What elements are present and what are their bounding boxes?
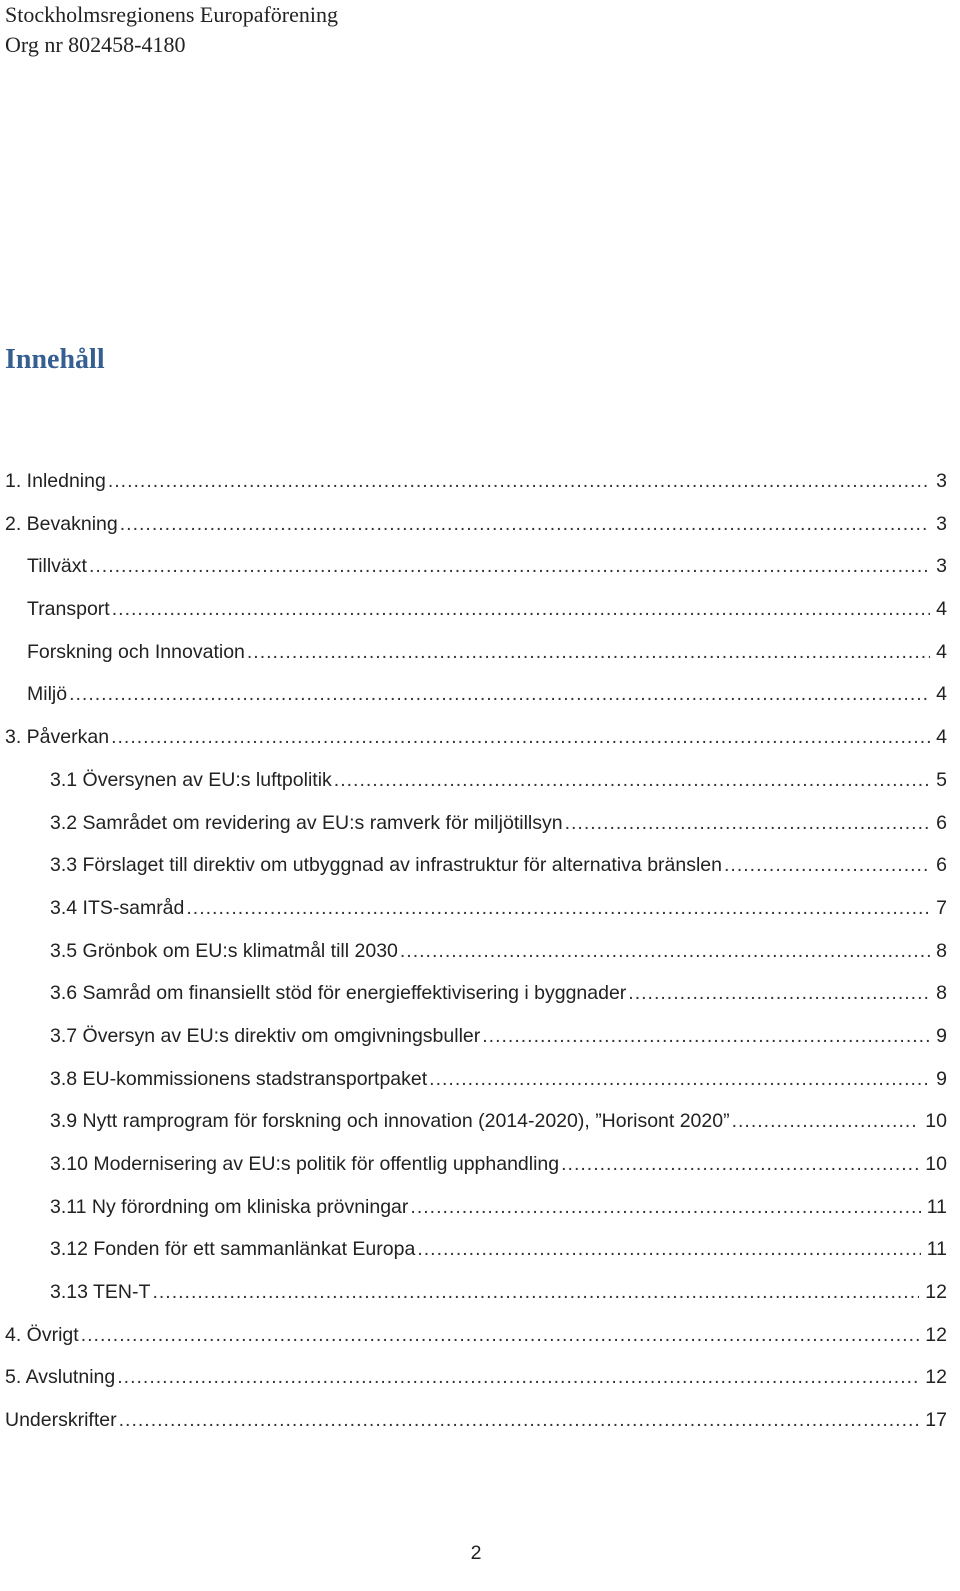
- toc-entry[interactable]: [5, 982, 947, 1025]
- toc-entry-page-number: 4: [936, 640, 947, 663]
- toc-entry-label: 3.7 Översyn av EU:s direktiv om omgivningsbuller: [50, 1024, 481, 1047]
- toc-dot-leader: [565, 812, 931, 835]
- toc-dot-leader: [247, 641, 930, 664]
- toc-entry[interactable]: [5, 1281, 947, 1324]
- toc-entry[interactable]: [5, 1238, 947, 1281]
- toc-entry-label: Transport: [27, 598, 110, 621]
- toc-entry-page-number: 4: [936, 598, 947, 621]
- toc-dot-leader: [119, 1409, 920, 1432]
- toc-entry-label: Forskning och Innovation: [27, 640, 245, 663]
- toc-entry-page-number: 10: [925, 1153, 947, 1175]
- toc-entry-page-number: 4: [936, 726, 947, 749]
- toc-entry-page-number: 12: [925, 1366, 947, 1389]
- toc-entry[interactable]: [5, 1196, 947, 1239]
- toc-dot-leader: [410, 1196, 920, 1219]
- toc-dot-leader: [186, 897, 930, 920]
- table-of-contents: [5, 470, 947, 1452]
- toc-dot-leader: [732, 1110, 920, 1133]
- toc-entry-page-number: 3: [936, 470, 947, 492]
- toc-entry-page-number: 9: [936, 1067, 947, 1090]
- toc-entry-label: 4. Övrigt: [5, 1323, 79, 1346]
- toc-dot-leader: [724, 854, 930, 877]
- toc-entry-page-number: 3: [936, 512, 947, 535]
- toc-entry-label: 3.10 Modernisering av EU:s politik för offentlig upphandling: [50, 1153, 560, 1175]
- toc-dot-leader: [108, 470, 930, 493]
- toc-entry-page-number: 8: [936, 939, 947, 962]
- page-number: 2: [470, 1542, 482, 1564]
- toc-entry-page-number: 3: [936, 555, 947, 578]
- toc-entry[interactable]: [5, 1025, 947, 1068]
- toc-entry-label: Underskrifter: [5, 1409, 117, 1432]
- toc-entry-page-number: 5: [936, 768, 947, 791]
- toc-heading: Innehåll: [5, 344, 105, 375]
- toc-entry-label: 3.4 ITS-samråd: [50, 896, 185, 919]
- organization-number: Org nr 802458-4180: [5, 32, 186, 57]
- toc-entry[interactable]: [5, 854, 947, 897]
- toc-entry[interactable]: [5, 1366, 947, 1409]
- toc-dot-leader: [112, 598, 930, 621]
- toc-entry-label: 2. Bevakning: [5, 512, 118, 535]
- toc-entry[interactable]: [5, 812, 947, 855]
- toc-entry-label: 3.11 Ny förordning om kliniska prövningar: [50, 1195, 409, 1218]
- toc-entry-label: 5. Avslutning: [5, 1366, 116, 1389]
- toc-dot-leader: [482, 1025, 930, 1048]
- toc-entry-page-number: 11: [926, 1195, 947, 1218]
- toc-dot-leader: [69, 683, 930, 706]
- toc-entry-label: 3.5 Grönbok om EU:s klimatmål till 2030: [50, 939, 398, 962]
- toc-entry-page-number: 17: [925, 1409, 947, 1432]
- toc-dot-leader: [334, 769, 930, 792]
- toc-entry-page-number: 12: [925, 1281, 947, 1304]
- toc-dot-leader: [417, 1238, 920, 1261]
- toc-entry-page-number: 8: [936, 982, 947, 1005]
- toc-entry[interactable]: [5, 726, 947, 769]
- toc-entry[interactable]: [5, 555, 947, 598]
- organization-name: Stockholmsregionens Europaförening: [5, 2, 338, 27]
- document-header: [5, 0, 338, 60]
- toc-entry[interactable]: [5, 598, 947, 641]
- toc-entry-label: 3.3 Förslaget till direktiv om utbyggnad av infrastruktur för alternativa bränslen: [50, 854, 722, 877]
- toc-dot-leader: [120, 513, 930, 536]
- toc-entry[interactable]: [5, 1068, 947, 1111]
- toc-dot-leader: [628, 982, 930, 1005]
- toc-dot-leader: [89, 555, 930, 578]
- toc-entry-label: Miljö: [27, 683, 68, 706]
- toc-entry[interactable]: [5, 897, 947, 940]
- toc-entry-page-number: 4: [936, 683, 947, 706]
- toc-entry-label: 3.9 Nytt ramprogram för forskning och innovation (2014-2020), ”Horisont 2020”: [50, 1110, 730, 1133]
- toc-dot-leader: [561, 1153, 919, 1176]
- toc-dot-leader: [152, 1281, 919, 1304]
- toc-entry[interactable]: [5, 769, 947, 812]
- toc-entry-page-number: 6: [936, 854, 947, 877]
- toc-dot-leader: [111, 726, 930, 749]
- toc-entry-page-number: 12: [925, 1323, 947, 1346]
- toc-entry-label: 3.13 TEN-T: [50, 1281, 151, 1304]
- toc-dot-leader: [81, 1324, 920, 1347]
- toc-entry-label: 3.2 Samrådet om revidering av EU:s ramverk för miljötillsyn: [50, 811, 563, 834]
- toc-entry-page-number: 7: [936, 896, 947, 919]
- toc-entry-label: 3. Påverkan: [5, 726, 110, 749]
- toc-entry[interactable]: [5, 1110, 947, 1153]
- toc-entry[interactable]: [5, 1324, 947, 1367]
- toc-entry-page-number: 10: [925, 1110, 947, 1133]
- toc-entry[interactable]: [5, 470, 947, 513]
- toc-entry-label: Tillväxt: [27, 555, 87, 578]
- toc-entry[interactable]: [5, 940, 947, 983]
- toc-entry[interactable]: [5, 641, 947, 684]
- toc-entry[interactable]: [5, 683, 947, 726]
- toc-entry-label: 3.12 Fonden för ett sammanlänkat Europa: [50, 1238, 416, 1261]
- toc-dot-leader: [117, 1366, 919, 1389]
- toc-entry-page-number: 6: [936, 811, 947, 834]
- toc-entry-label: 1. Inledning: [5, 470, 106, 492]
- toc-entry-label: 3.6 Samråd om finansiellt stöd för energieffektivisering i byggnader: [50, 982, 627, 1005]
- toc-entry-label: 3.1 Översynen av EU:s luftpolitik: [50, 768, 332, 791]
- toc-entry-page-number: 11: [926, 1238, 947, 1261]
- toc-dot-leader: [429, 1068, 930, 1091]
- toc-entry[interactable]: [5, 513, 947, 556]
- toc-entry[interactable]: [5, 1409, 947, 1452]
- toc-entry[interactable]: [5, 1153, 947, 1196]
- toc-dot-leader: [400, 940, 930, 963]
- toc-entry-page-number: 9: [936, 1024, 947, 1047]
- toc-entry-label: 3.8 EU-kommissionens stadstransportpaket: [50, 1067, 428, 1090]
